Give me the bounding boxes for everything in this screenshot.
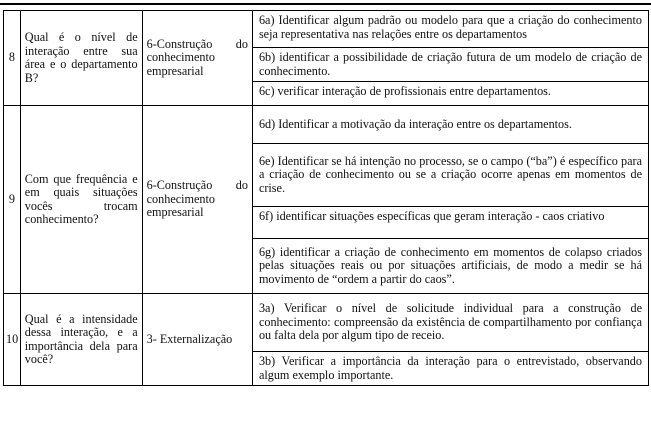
objective-cell: 6d) Identificar a motivação da interação entre os departamentos.	[252, 106, 648, 144]
question-cell: Qual é a intensidade dessa interação, e a importância dela para você?	[20, 294, 142, 386]
row-number: 9	[4, 106, 21, 294]
row-number: 10	[4, 294, 21, 386]
table-row	[4, 106, 649, 144]
top-rule	[0, 3, 651, 5]
objective-cell: 6g) identificar a criação de conhecimento em momentos de colapso criados pelas situações reais ou por situações artificiais, de modo a medir se há movimento de “ordem a partir do caos”.	[252, 239, 648, 294]
interview-table	[3, 10, 649, 386]
objective-cell: 6c) verificar interação de profissionais entre departamentos.	[252, 82, 648, 106]
objective-cell: 6f) identificar situações específicas que geram interação - caos criativo	[252, 207, 648, 239]
objective-cell: 6b) identificar a possibilidade de criação futura de um modelo de criação de conhecimento.	[252, 48, 648, 82]
table-row	[4, 294, 649, 352]
table-row	[4, 11, 649, 48]
objective-cell: 3b) Verificar a importância da interação para o entrevistado, observando algum exemplo importante.	[252, 352, 648, 386]
question-cell: Com que frequência e em quais situações vocês trocam conhecimento?	[20, 106, 142, 294]
question-cell: Qual é o nível de interação entre sua área e o departamento B?	[20, 11, 142, 106]
objective-cell: 6e) Identificar se há intenção no processo, se o campo (“ba”) é específico para a criação de conhecimento ou se a criação ocorre apenas em momentos de crise.	[252, 144, 648, 207]
category-cell: 3- Externalização	[142, 294, 252, 386]
row-number: 8	[4, 11, 21, 106]
category-cell: 6-Construção do conhecimento empresarial	[142, 106, 252, 294]
objective-cell: 3a) Verificar o nível de solicitude individual para a construção de conhecimento: compreensão da existência de compartilhamento por confiança ou falta dela por algum tipo de receio.	[252, 294, 648, 352]
category-cell: 6-Construção do conhecimento empresarial	[142, 11, 252, 106]
objective-cell: 6a) Identificar algum padrão ou modelo para que a criação do conhecimento seja representativa nas relações entre os departamentos	[252, 11, 648, 48]
